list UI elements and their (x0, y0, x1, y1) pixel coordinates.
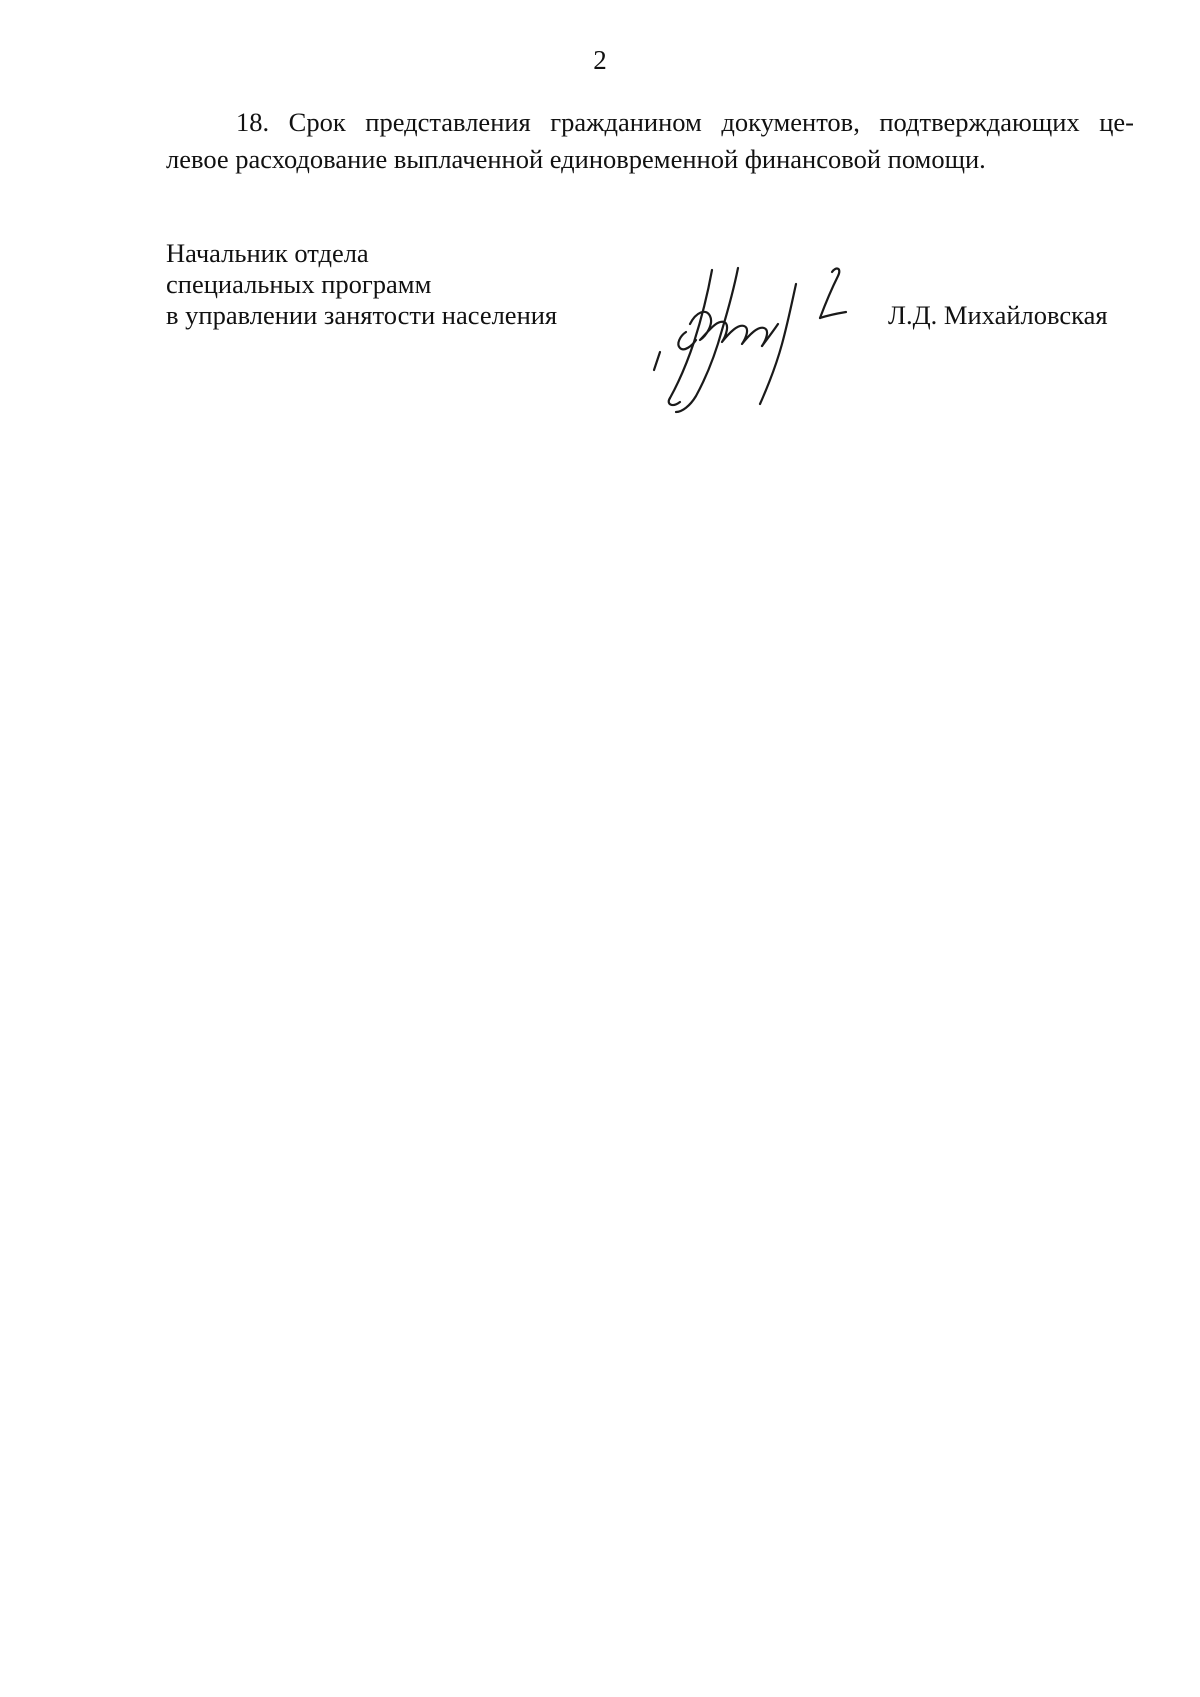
position-line: специальных программ (166, 269, 432, 299)
paragraph-item-18 (166, 104, 1134, 178)
handwritten-signature (650, 262, 880, 422)
position-line: в управлении занятости населения (166, 300, 558, 330)
signer-name: Л.Д. Михайловская (888, 300, 1108, 330)
paragraph-line: левое расходование выплаченной единовременной финансовой помощи. (166, 144, 986, 174)
position-line: Начальник отдела (166, 238, 369, 268)
page-number: 2 (593, 45, 607, 75)
signer-position (166, 238, 557, 331)
paragraph-line: 18. Срок представления гражданином документов, подтверждающих це- (236, 107, 1134, 137)
